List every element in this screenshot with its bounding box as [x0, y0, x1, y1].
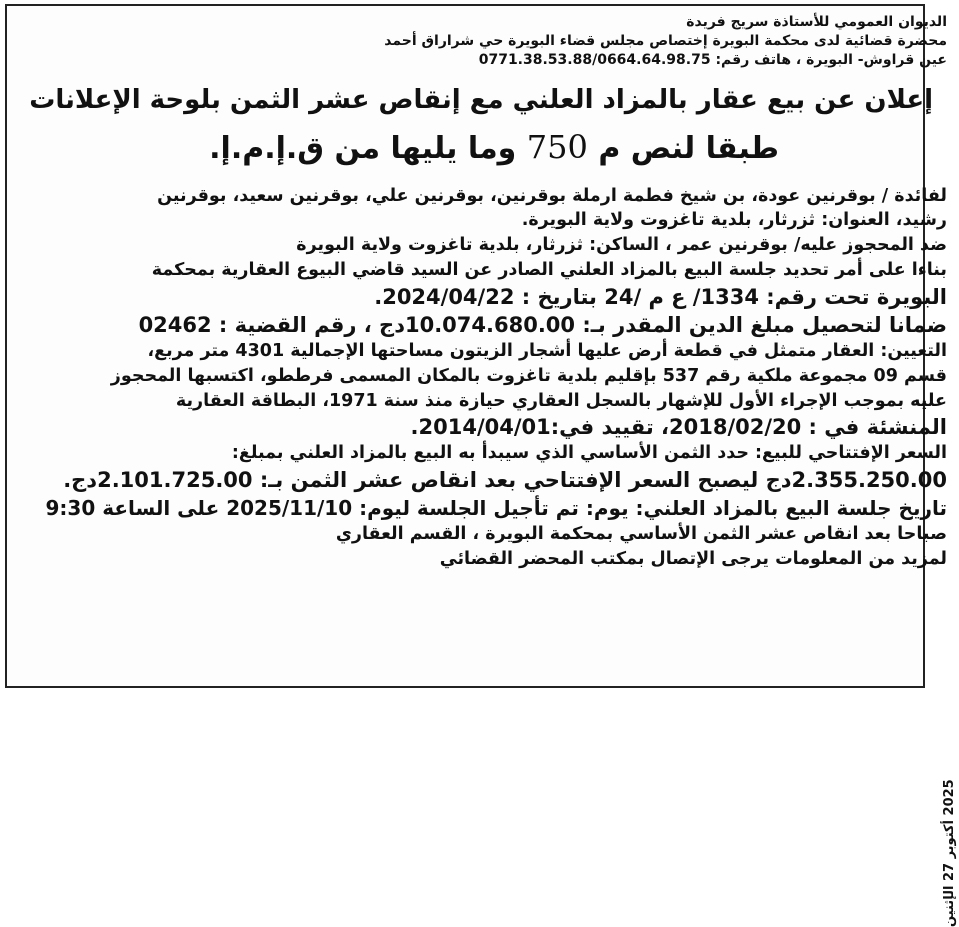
office-description: محضرة قضائية لدى محكمة البويرة إختصاص مجلس قضاء البويرة حي شراراق أحمد: [384, 33, 947, 49]
office-name: الديوان العمومي للأستاذة سريج فريدة: [686, 14, 947, 30]
notice-title-line2: [209, 128, 779, 166]
title-pre: طبقا لنص م: [598, 131, 779, 166]
price-line1: السعر الإفتتاحي للبيع: حدد الثمن الأساسي الذي سيبدأ به البيع بالمزاد العلني بمبلغ:: [231, 443, 947, 463]
address-text: عين قراوش- البويرة ، هاتف رقم:: [715, 52, 947, 68]
order-line1: بناءا على أمر تحديد جلسة البيع بالمزاد العلني الصادر عن السيد قاضي البيوع العقارية بمحكمة: [151, 260, 947, 280]
property-line3: عليه بموجب الإجراء الأول للإشهار بالسجل العقاري حيازة منذ سنة 1971، البطاقة العقارية: [175, 391, 947, 411]
order-line2: البويرة تحت رقم: 1334/ ع م /24 بتاريخ : 2024/04/22.: [374, 285, 947, 309]
property-line2: قسم 09 مجموعة ملكية رقم 537 بإقليم بلدية تاغزوت بالمكان المسمى فرططو، اكتسبها المحجوز: [110, 366, 947, 386]
auction-date-line: تاريخ جلسة البيع بالمزاد العلني: يوم: تم تأجيل الجلسة ليوم: 2025/11/10 على الساعة 9:30: [45, 496, 947, 520]
price-line2: 2.355.250.00دج ليصبح السعر الإفتتاحي بعد انقاص عشر الثمن بـ: 2.101.725.00دج.: [63, 468, 947, 492]
article-number: 750: [526, 128, 588, 166]
beneficiaries-line1: لفائدة / بوقرنين عودة، بن شيخ فطمة ارملة بوقرنين، بوقرنين علي، بوقرنين سعيد، بوقرنين: [157, 186, 947, 206]
title-post: وما يليها من ق.إ.م.إ.: [209, 131, 517, 166]
beneficiaries-line2: رشيد، العنوان: ثزرثار، بلدية تاغزوت ولاية البويرة.: [521, 210, 947, 230]
notice-title-line1: إعلان عن بيع عقار بالمزاد العلني مع إنقاص عشر الثمن بلوحة الإعلانات: [29, 85, 933, 115]
debt-amount-line: ضمانا لتحصيل مبلغ الدين المقدر بـ: 10.074.680.00دج ، رقم القضية : 02462: [138, 313, 947, 337]
phone-number: 0771.38.53.88/0664.64.98.75: [478, 52, 711, 68]
property-line1: التعيين: العقار متمثل في قطعة أرض عليها أشجار الزيتون مساحتها الإجمالية 4301 متر مربع،: [147, 341, 947, 361]
office-address: [479, 52, 947, 68]
newspaper-date-strip: [929, 447, 957, 927]
newspaper-date: 2025 أكتوبر 27 الإثنين: [942, 779, 957, 927]
property-line4: المنشئة في : 2018/02/20، تقييد في:2014/04/01.: [410, 415, 947, 439]
auction-details-line: صباحا بعد انقاص عشر الثمن الأساسي بمحكمة البويرة ، القسم العقاري: [335, 524, 947, 544]
contact-line: لمزيد من المعلومات يرجى الإتصال بمكتب المحضر القضائي: [439, 549, 947, 569]
debtor-line: ضد المحجوز عليه/ بوقرنين عمر ، الساكن: ثزرثار، بلدية تاغزوت ولاية البويرة: [296, 235, 947, 255]
